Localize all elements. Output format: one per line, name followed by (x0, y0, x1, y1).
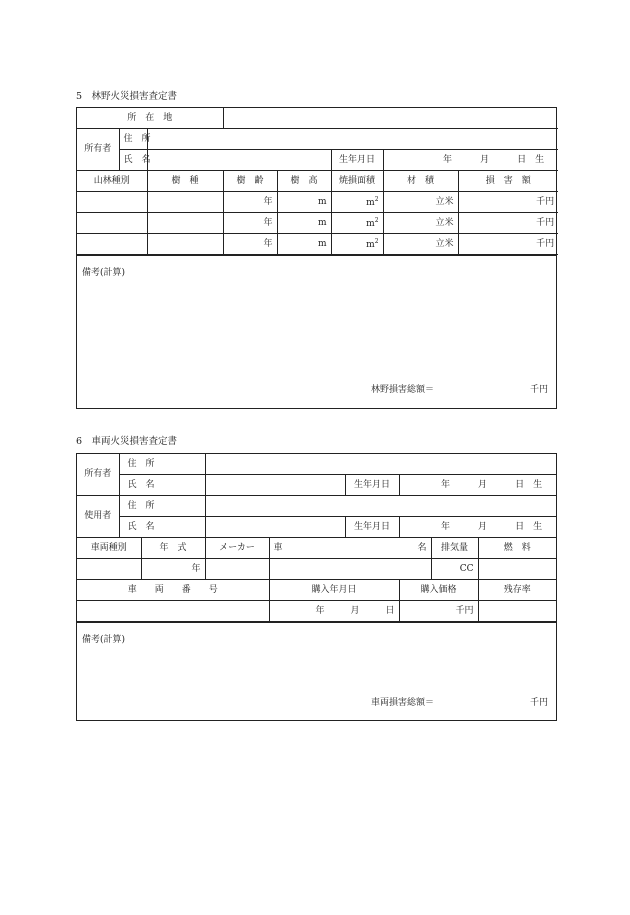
area-cell[interactable] (331, 192, 383, 213)
purchase-price-cell[interactable] (399, 601, 478, 622)
remarks-label: 備考(計算) (82, 635, 126, 645)
user-birth-label: 生年月日 (345, 517, 399, 538)
species-cell[interactable] (147, 192, 223, 213)
volume-cell[interactable] (383, 234, 458, 255)
name-label: 氏 名 (119, 150, 147, 171)
owner-address-label: 住 所 (119, 454, 205, 475)
header-purchase-price: 購入価格 (399, 580, 478, 601)
remarks-label: 備考(計算) (82, 268, 126, 278)
height-cell[interactable] (277, 192, 331, 213)
birth-date-field[interactable] (383, 150, 558, 171)
owner-birth-field[interactable] (399, 475, 556, 496)
day-label: 日 生 (515, 479, 543, 490)
volume-unit: 立米 (435, 238, 454, 249)
owner-label: 所有者 (77, 454, 119, 496)
fuel-cell[interactable] (478, 559, 556, 580)
header-volume: 材 積 (383, 171, 458, 192)
user-birth-field[interactable] (399, 517, 556, 538)
vehicle-total-label: 車両損害総額＝ (370, 698, 434, 708)
damage-unit: 千円 (536, 196, 555, 207)
vehicle-form (76, 453, 557, 721)
header-car-name-right: 名 (417, 542, 427, 553)
purchase-date-cell[interactable] (269, 601, 399, 622)
vehicle-table (77, 454, 556, 622)
volume-cell[interactable] (383, 213, 458, 234)
damage-cell[interactable] (458, 192, 558, 213)
day-label: 日 生 (515, 521, 543, 532)
header-vehicle-number: 車 両 番 号 (77, 580, 269, 601)
volume-unit: 立米 (435, 196, 454, 207)
species-cell[interactable] (147, 213, 223, 234)
height-unit: m (317, 196, 327, 207)
owner-address-field[interactable] (147, 129, 558, 150)
owner-name-field[interactable] (147, 150, 331, 171)
age-unit: 年 (263, 196, 273, 207)
age-cell[interactable] (223, 213, 277, 234)
table-row (77, 601, 556, 622)
height-unit: m (317, 217, 327, 228)
year-label: 年 (441, 521, 451, 532)
address-label: 住 所 (119, 129, 147, 150)
user-address-label: 住 所 (119, 496, 205, 517)
height-unit: m (317, 238, 327, 249)
forest-table (77, 108, 558, 255)
month-label: 月 (478, 521, 488, 532)
user-name-field[interactable] (205, 517, 345, 538)
forest-type-cell[interactable] (77, 213, 147, 234)
table-row (77, 559, 556, 580)
damage-cell[interactable] (458, 213, 558, 234)
age-unit: 年 (263, 238, 273, 249)
area-unit: m (366, 239, 375, 250)
header-maker: メーカー (205, 538, 269, 559)
forest-total-label: 林野損害総額＝ (370, 385, 434, 395)
owner-birth-label: 生年月日 (345, 475, 399, 496)
table-row (77, 192, 558, 213)
header-tree-height: 樹 高 (277, 171, 331, 192)
area-unit: m (366, 218, 375, 229)
car-name-cell[interactable] (269, 559, 431, 580)
forest-total (371, 382, 548, 395)
year-label: 年 (443, 154, 453, 165)
model-year-unit: 年 (191, 563, 201, 574)
area-cell[interactable] (331, 234, 383, 255)
cc-unit: CC (459, 563, 474, 574)
damage-cell[interactable] (458, 234, 558, 255)
header-tree-species: 樹 種 (147, 171, 223, 192)
header-forest-type: 山林種別 (77, 171, 147, 192)
vehicle-total-unit: 千円 (529, 698, 548, 708)
owner-label: 所有者 (77, 129, 119, 171)
purchase-month-label: 月 (350, 605, 360, 616)
birth-label: 生年月日 (331, 150, 383, 171)
month-label: 月 (478, 479, 488, 490)
location-field[interactable] (223, 108, 558, 129)
header-vehicle-type: 車両種別 (77, 538, 141, 559)
displacement-cell[interactable] (431, 559, 478, 580)
header-model-year: 年 式 (141, 538, 205, 559)
area-unit: m (366, 197, 375, 208)
header-residual-rate: 残存率 (478, 580, 556, 601)
damage-unit: 千円 (536, 238, 555, 249)
owner-name-label: 氏 名 (119, 475, 205, 496)
table-row (77, 213, 558, 234)
user-address-field[interactable] (205, 496, 556, 517)
table-row (77, 234, 558, 255)
height-cell[interactable] (277, 234, 331, 255)
header-displacement: 排気量 (431, 538, 478, 559)
header-fuel: 燃 料 (478, 538, 556, 559)
forest-section-title: 5 林野火災損害査定書 (76, 91, 178, 102)
maker-cell[interactable] (205, 559, 269, 580)
header-car-name (269, 538, 431, 559)
damage-unit: 千円 (536, 217, 555, 228)
day-label: 日 生 (517, 154, 545, 165)
purchase-year-label: 年 (315, 605, 325, 616)
user-name-label: 氏 名 (119, 517, 205, 538)
owner-name-field[interactable] (205, 475, 345, 496)
forest-form (76, 107, 557, 409)
age-unit: 年 (263, 217, 273, 228)
header-burned-area: 焼損面積 (331, 171, 383, 192)
height-cell[interactable] (277, 213, 331, 234)
area-unit-sup: 2 (374, 237, 379, 245)
vehicle-remarks-area[interactable] (77, 622, 556, 718)
vehicle-section-title: 6 車両火災損害査定書 (76, 436, 178, 447)
age-cell[interactable] (223, 234, 277, 255)
vehicle-number-cell[interactable] (77, 601, 269, 622)
month-label: 月 (480, 154, 490, 165)
forest-type-cell[interactable] (77, 234, 147, 255)
location-label: 所 在 地 (77, 108, 223, 129)
price-unit: 千円 (455, 605, 474, 616)
forest-remarks-area[interactable] (77, 255, 556, 405)
age-cell[interactable] (223, 192, 277, 213)
forest-total-unit: 千円 (529, 385, 548, 395)
header-damage: 損 害 額 (458, 171, 558, 192)
vehicle-total (371, 695, 548, 708)
area-unit-sup: 2 (374, 195, 379, 203)
header-purchase-date: 購入年月日 (269, 580, 399, 601)
area-cell[interactable] (331, 213, 383, 234)
forest-type-cell[interactable] (77, 192, 147, 213)
purchase-day-label: 日 (385, 605, 395, 616)
owner-address-field[interactable] (205, 454, 556, 475)
volume-unit: 立米 (435, 217, 454, 228)
vehicle-type-cell[interactable] (77, 559, 141, 580)
year-label: 年 (441, 479, 451, 490)
header-tree-age: 樹 齢 (223, 171, 277, 192)
user-label: 使用者 (77, 496, 119, 538)
header-car-name-left: 車 (273, 542, 283, 553)
species-cell[interactable] (147, 234, 223, 255)
residual-rate-cell[interactable] (478, 601, 556, 622)
area-unit-sup: 2 (374, 216, 379, 224)
volume-cell[interactable] (383, 192, 458, 213)
model-year-cell[interactable] (141, 559, 205, 580)
